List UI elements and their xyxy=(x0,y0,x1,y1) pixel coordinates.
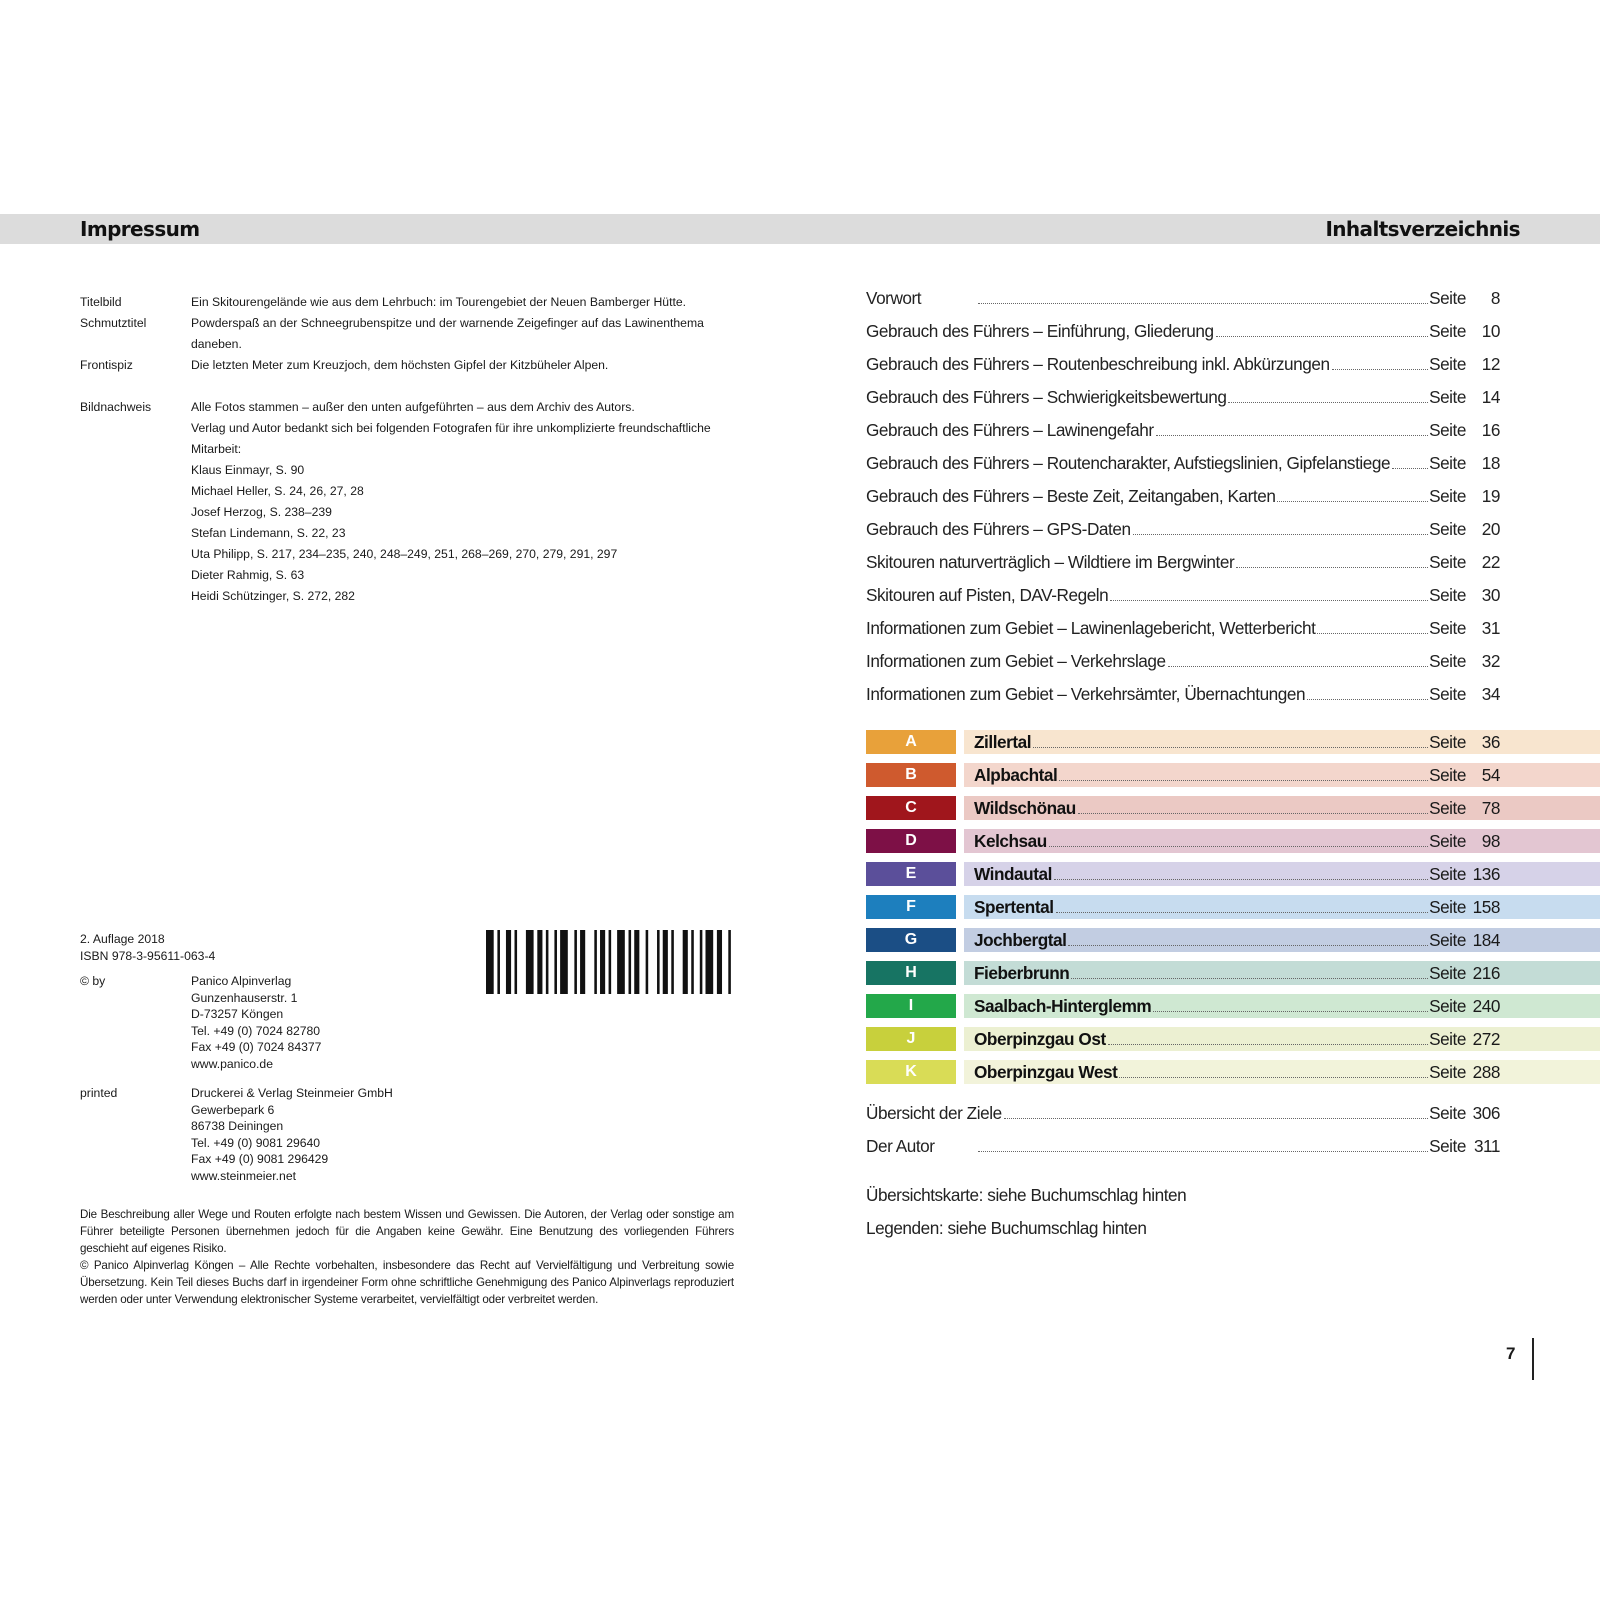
credit-label: Schmutztitel xyxy=(80,316,147,330)
region-text xyxy=(974,794,1500,822)
region-entry[interactable] xyxy=(866,860,1600,893)
barcode-bar xyxy=(497,930,500,994)
toc-list-end xyxy=(866,1103,1500,1169)
leader-dots xyxy=(1119,1076,1428,1078)
region-letter-badge: F xyxy=(866,895,956,919)
region-page-number: 136 xyxy=(1472,864,1500,884)
publisher-line: www.panico.de xyxy=(191,1056,273,1071)
region-letter-badge: K xyxy=(866,1060,956,1084)
leader-dots xyxy=(978,1150,1428,1152)
credit-label: Bildnachweis xyxy=(80,400,152,414)
region-entry[interactable] xyxy=(866,992,1600,1025)
leader-dots xyxy=(1307,698,1428,700)
impressum-heading: Impressum xyxy=(80,217,200,241)
toc-page-number: 10 xyxy=(1481,321,1500,341)
toc-entry[interactable] xyxy=(866,651,1500,684)
leader-dots xyxy=(1108,1043,1428,1045)
seite-label: Seite xyxy=(1429,321,1466,341)
seite-label: Seite xyxy=(1429,1136,1466,1156)
region-name: Fieberbrunn xyxy=(974,963,1070,983)
publisher-line: Fax +49 (0) 7024 84377 xyxy=(191,1040,322,1054)
disclaimer xyxy=(80,1206,734,1308)
barcode-bar xyxy=(683,930,688,994)
region-text xyxy=(974,827,1500,855)
seite-label: Seite xyxy=(1429,552,1466,572)
region-text xyxy=(974,761,1500,789)
toc-entry[interactable] xyxy=(866,354,1500,387)
edition-info xyxy=(80,931,215,964)
barcode-bar xyxy=(629,930,632,994)
region-page-number: 98 xyxy=(1481,831,1500,851)
barcode-bar xyxy=(506,930,511,994)
region-entry[interactable] xyxy=(866,893,1600,926)
toc-entry-title: Vorwort xyxy=(866,288,922,308)
isbn-barcode xyxy=(486,930,734,994)
toc-entry-title: Gebrauch des Führers – Routencharakter, Aufstiegslinien, Gipfelanstiege xyxy=(866,453,1391,473)
region-text xyxy=(974,728,1500,756)
region-name: Jochbergtal xyxy=(974,930,1067,950)
toc-page-number: 12 xyxy=(1481,354,1500,374)
toc-entry[interactable] xyxy=(866,1136,1500,1169)
region-letter-badge: I xyxy=(866,994,956,1018)
seite-label: Seite xyxy=(1429,486,1466,506)
toc-entry-title: Der Autor xyxy=(866,1136,935,1156)
credit-text: Powderspaß an der Schneegrubenspitze und der warnende Zeigefinger auf das Lawinenthema daneben. xyxy=(191,316,704,351)
toc-entry[interactable] xyxy=(866,684,1500,717)
seite-label: Seite xyxy=(1429,831,1466,851)
toc-page-number: 31 xyxy=(1481,618,1500,638)
region-letter-badge: J xyxy=(866,1027,956,1051)
publisher-line: Panico Alpinverlag xyxy=(191,974,292,988)
credit-text: Klaus Einmayr, S. 90 xyxy=(191,463,305,477)
toc-entry[interactable] xyxy=(866,420,1500,453)
toc-entry-title: Informationen zum Gebiet – Lawinenlagebericht, Wetterbericht xyxy=(866,618,1316,638)
leader-dots xyxy=(1056,911,1429,913)
region-page-number: 184 xyxy=(1472,930,1500,950)
toc-list xyxy=(866,288,1500,717)
credit-text: Alle Fotos stammen – außer den unten aufgeführten – aus dem Archiv des Autors. xyxy=(191,400,635,414)
leader-dots xyxy=(1004,1117,1428,1119)
credit-text: Heidi Schützinger, S. 272, 282 xyxy=(191,589,355,603)
toc-entry[interactable] xyxy=(866,519,1500,552)
credit-row xyxy=(80,292,740,313)
region-name: Windautal xyxy=(974,864,1052,884)
barcode-bar xyxy=(728,930,731,994)
credit-text: Michael Heller, S. 24, 26, 27, 28 xyxy=(191,484,364,498)
credit-text: Ein Skitourengelände wie aus dem Lehrbuch: im Tourengebiet der Neuen Bamberger Hütte. xyxy=(191,295,687,309)
toc-entry-title: Skitouren naturverträglich – Wildtiere im Bergwinter xyxy=(866,552,1235,572)
leader-dots xyxy=(1078,812,1428,814)
photo-credits xyxy=(80,292,740,607)
barcode-bar xyxy=(594,930,597,994)
region-text xyxy=(974,926,1500,954)
toc-page-number: 30 xyxy=(1481,585,1500,605)
seite-label: Seite xyxy=(1429,387,1466,407)
region-name: Oberpinzgau West xyxy=(974,1062,1118,1082)
region-page-number: 240 xyxy=(1472,996,1500,1016)
leader-dots xyxy=(1059,779,1428,781)
leader-dots xyxy=(1236,566,1428,568)
leader-dots xyxy=(1228,401,1428,403)
barcode-bar xyxy=(691,930,694,994)
region-name: Kelchsau xyxy=(974,831,1047,851)
toc-heading: Inhaltsverzeichnis xyxy=(1325,217,1520,241)
seite-label: Seite xyxy=(1429,897,1466,917)
region-page-number: 158 xyxy=(1472,897,1500,917)
seite-label: Seite xyxy=(1429,288,1466,308)
page-number-rule xyxy=(1532,1338,1534,1380)
region-text xyxy=(974,1025,1500,1053)
region-entry[interactable] xyxy=(866,926,1600,959)
barcode-bar xyxy=(526,930,534,994)
leader-dots xyxy=(1133,533,1429,535)
barcode-bar xyxy=(554,930,557,994)
toc-entry-title: Gebrauch des Führers – Lawinengefahr xyxy=(866,420,1154,440)
credit-label: Frontispiz xyxy=(80,358,133,372)
credit-row xyxy=(80,355,740,376)
toc-entry-title: Gebrauch des Führers – GPS-Daten xyxy=(866,519,1131,539)
credit-text: Verlag und Autor bedankt sich bei folgenden Fotografen für ihre unkomplizierte freundschaftliche Mitarbeit: xyxy=(191,421,711,456)
credit-text: Die letzten Meter zum Kreuzjoch, dem höchsten Gipfel der Kitzbüheler Alpen. xyxy=(191,358,609,372)
region-letter-badge: D xyxy=(866,829,956,853)
leader-dots xyxy=(1110,599,1428,601)
toc-page-number: 16 xyxy=(1481,420,1500,440)
copyright-text: © Panico Alpinverlag Köngen – Alle Rechte vorbehalten, insbesondere das Recht auf Vervielfältigung und Verbreitung sowie Übersetzung. Kein Teil dieses Buchs darf in irgendeiner Form ohne schriftliche Genehmigung des Panico Alpinverlags reproduziert werden oder unter Verwendung elektronischer Systeme verarbeitet, vervielfältigt oder verbreitet werden. xyxy=(80,1259,734,1306)
credit-text: Uta Philipp, S. 217, 234–235, 240, 248–249, 251, 268–269, 270, 279, 291, 297 xyxy=(191,547,618,561)
region-text xyxy=(974,1058,1500,1086)
toc-page-number: 32 xyxy=(1481,651,1500,671)
note-line: Übersichtskarte: siehe Buchumschlag hinten xyxy=(866,1185,1187,1205)
leader-dots xyxy=(1332,368,1428,370)
publisher-line: D-73257 Köngen xyxy=(191,1007,284,1021)
region-name: Oberpinzgau Ost xyxy=(974,1029,1106,1049)
publisher-label: © by xyxy=(80,974,106,988)
barcode-bar xyxy=(600,930,605,994)
printer-line: Tel. +49 (0) 9081 29640 xyxy=(191,1135,321,1150)
leader-dots xyxy=(1392,467,1428,469)
region-name: Spertental xyxy=(974,897,1054,917)
printer-line: Fax +49 (0) 9081 296429 xyxy=(191,1152,329,1166)
seite-label: Seite xyxy=(1429,1062,1466,1082)
toc-entry-title: Informationen zum Gebiet – Verkehrsämter, Übernachtungen xyxy=(866,684,1306,704)
region-entry[interactable] xyxy=(866,761,1600,794)
seite-label: Seite xyxy=(1429,996,1466,1016)
toc-entry[interactable] xyxy=(866,552,1500,585)
region-letter-badge: A xyxy=(866,730,956,754)
region-entry[interactable] xyxy=(866,794,1600,827)
publisher-line: Gunzenhauserstr. 1 xyxy=(191,990,298,1005)
printer-line: 86738 Deiningen xyxy=(191,1119,284,1133)
credit-text: Josef Herzog, S. 238–239 xyxy=(191,505,332,519)
toc-entry-title: Gebrauch des Führers – Beste Zeit, Zeitangaben, Karten xyxy=(866,486,1276,506)
leader-dots xyxy=(1317,632,1428,634)
toc-page-number: 8 xyxy=(1490,288,1500,308)
seite-label: Seite xyxy=(1429,732,1466,752)
credit-text: Stefan Lindemann, S. 22, 23 xyxy=(191,526,346,540)
seite-label: Seite xyxy=(1429,618,1466,638)
toc-page-number: 18 xyxy=(1481,453,1500,473)
publisher-line: Tel. +49 (0) 7024 82780 xyxy=(191,1023,321,1038)
toc-entry[interactable] xyxy=(866,321,1500,354)
region-name: Alpbachtal xyxy=(974,765,1058,785)
region-page-number: 36 xyxy=(1481,732,1500,752)
leader-dots xyxy=(1049,845,1428,847)
credit-row xyxy=(80,397,740,607)
toc-page-number: 22 xyxy=(1481,552,1500,572)
barcode-bar xyxy=(560,930,568,994)
barcode-bar xyxy=(617,930,625,994)
region-entry[interactable] xyxy=(866,728,1600,761)
region-page-number: 272 xyxy=(1472,1029,1500,1049)
region-letter-badge: E xyxy=(866,862,956,886)
region-text xyxy=(974,959,1500,987)
barcode-bar xyxy=(657,930,660,994)
region-letter-badge: C xyxy=(866,796,956,820)
toc-entry-title: Gebrauch des Führers – Einführung, Gliederung xyxy=(866,321,1214,341)
leader-dots xyxy=(1156,434,1428,436)
barcode-bar xyxy=(705,930,713,994)
region-text xyxy=(974,860,1500,888)
region-entry[interactable] xyxy=(866,827,1600,860)
barcode-bar xyxy=(515,930,518,994)
barcode-bar xyxy=(580,930,585,994)
credit-text: Dieter Rahmig, S. 63 xyxy=(191,568,305,582)
toc-page-number: 19 xyxy=(1481,486,1500,506)
region-letter-badge: H xyxy=(866,961,956,985)
region-list xyxy=(866,728,1600,1091)
barcode-bar xyxy=(700,930,703,994)
seite-label: Seite xyxy=(1429,585,1466,605)
seite-label: Seite xyxy=(1429,1103,1466,1123)
barcode-bar xyxy=(546,930,549,994)
seite-label: Seite xyxy=(1429,519,1466,539)
barcode-bar xyxy=(634,930,639,994)
region-page-number: 216 xyxy=(1472,963,1500,983)
toc-page-number: 306 xyxy=(1472,1103,1500,1123)
toc-entry[interactable] xyxy=(866,486,1500,519)
seite-label: Seite xyxy=(1429,453,1466,473)
region-entry[interactable] xyxy=(866,959,1600,992)
leader-dots xyxy=(1168,665,1428,667)
edition-line: 2. Auflage 2018 xyxy=(80,932,165,946)
seite-label: Seite xyxy=(1429,354,1466,374)
leader-dots xyxy=(1033,746,1428,748)
toc-entry[interactable] xyxy=(866,387,1500,420)
region-entry[interactable] xyxy=(866,1058,1600,1091)
region-entry[interactable] xyxy=(866,1025,1600,1058)
printer-line: Druckerei & Verlag Steinmeier GmbH xyxy=(191,1086,393,1100)
notes xyxy=(866,1185,1186,1251)
seite-label: Seite xyxy=(1429,420,1466,440)
region-page-number: 78 xyxy=(1481,798,1500,818)
toc-entry[interactable] xyxy=(866,618,1500,651)
leader-dots xyxy=(1216,335,1428,337)
region-name: Wildschönau xyxy=(974,798,1076,818)
toc-entry-title: Übersicht der Ziele xyxy=(866,1103,1002,1123)
header-bar xyxy=(0,214,1600,244)
region-name: Zillertal xyxy=(974,732,1032,752)
region-page-number: 54 xyxy=(1481,765,1500,785)
printer-block xyxy=(80,1085,393,1184)
page-number: 7 xyxy=(1506,1344,1516,1363)
leader-dots xyxy=(978,302,1428,304)
region-name: Saalbach-Hinterglemm xyxy=(974,996,1152,1016)
barcode-bar xyxy=(609,930,612,994)
region-text xyxy=(974,893,1500,921)
toc-page-number: 20 xyxy=(1481,519,1500,539)
toc-page-number: 311 xyxy=(1473,1136,1500,1156)
seite-label: Seite xyxy=(1429,798,1466,818)
publisher-block xyxy=(80,973,321,1072)
toc-entry-title: Skitouren auf Pisten, DAV-Regeln xyxy=(866,585,1109,605)
toc-page-number: 14 xyxy=(1481,387,1500,407)
barcode-bar xyxy=(574,930,577,994)
seite-label: Seite xyxy=(1429,930,1466,950)
printer-label: printed xyxy=(80,1086,118,1100)
region-letter-badge: G xyxy=(866,928,956,952)
toc-page-number: 34 xyxy=(1481,684,1500,704)
seite-label: Seite xyxy=(1429,684,1466,704)
toc-entry[interactable] xyxy=(866,453,1500,486)
toc-entry[interactable] xyxy=(866,585,1500,618)
printer-line: Gewerbepark 6 xyxy=(191,1102,275,1117)
leader-dots xyxy=(1068,944,1428,946)
seite-label: Seite xyxy=(1429,765,1466,785)
seite-label: Seite xyxy=(1429,651,1466,671)
barcode-bar xyxy=(671,930,674,994)
toc-entry[interactable] xyxy=(866,1103,1500,1136)
toc-entry-title: Informationen zum Gebiet – Verkehrslage xyxy=(866,651,1166,671)
leader-dots xyxy=(1153,1010,1428,1012)
disclaimer-text: Die Beschreibung aller Wege und Routen erfolgte nach bestem Wissen und Gewissen. Die Autoren, der Verlag oder sonstige am Führer beteiligte Personen übernehmen jedoch für die Angaben keine Gewähr. Eine Benutzung des vorliegenden Führers geschieht auf eigenes Risiko. xyxy=(80,1208,734,1255)
barcode-bar xyxy=(717,930,722,994)
isbn: ISBN 978-3-95611-063-4 xyxy=(80,948,216,963)
toc-entry[interactable] xyxy=(866,288,1500,321)
toc-entry-title: Gebrauch des Führers – Routenbeschreibung inkl. Abkürzungen xyxy=(866,354,1330,374)
note-line: Legenden: siehe Buchumschlag hinten xyxy=(866,1218,1147,1238)
barcode-bar xyxy=(663,930,668,994)
barcode-bar xyxy=(486,930,494,994)
region-text xyxy=(974,992,1500,1020)
barcode-bar xyxy=(646,930,649,994)
leader-dots xyxy=(1277,500,1428,502)
printer-line: www.steinmeier.net xyxy=(191,1168,296,1183)
seite-label: Seite xyxy=(1429,1029,1466,1049)
seite-label: Seite xyxy=(1429,864,1466,884)
barcode-bar xyxy=(537,930,542,994)
leader-dots xyxy=(1071,977,1428,979)
leader-dots xyxy=(1054,878,1428,880)
credit-label: Titelbild xyxy=(80,295,122,309)
seite-label: Seite xyxy=(1429,963,1466,983)
region-letter-badge: B xyxy=(866,763,956,787)
region-page-number: 288 xyxy=(1472,1062,1500,1082)
toc-entry-title: Gebrauch des Führers – Schwierigkeitsbewertung xyxy=(866,387,1227,407)
credit-row xyxy=(80,313,740,355)
